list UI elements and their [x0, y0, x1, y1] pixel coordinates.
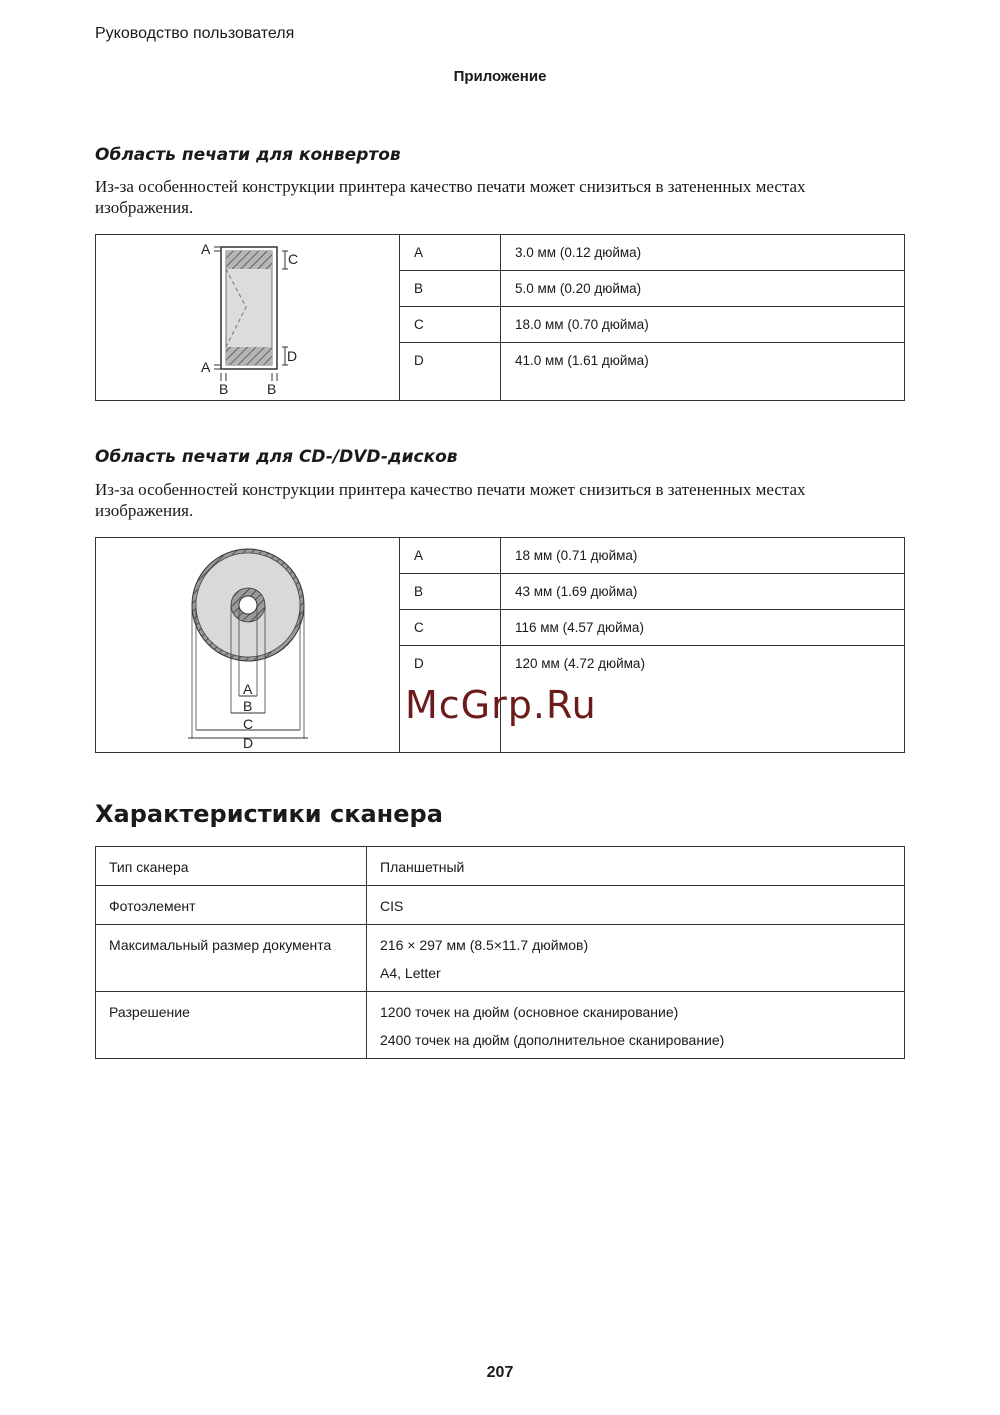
disc-key-b: B [400, 574, 501, 610]
envelope-value-b: 5.0 мм (0.20 дюйма) [501, 271, 905, 307]
envelope-value-c: 18.0 мм (0.70 дюйма) [501, 307, 905, 343]
disc-figure-cell [96, 538, 400, 753]
disc-label-b: B [243, 698, 253, 714]
section-title: Приложение [453, 68, 547, 85]
scanner-label: Тип сканера [96, 847, 367, 886]
scanner-row [96, 847, 905, 886]
scanner-label: Фотоэлемент [96, 886, 367, 925]
disc-description-line1: Из-за особенностей конструкции принтера качество печати может снизиться в затененных местах [95, 480, 806, 499]
scanner-row [96, 992, 905, 1059]
disc-key-d: D [400, 646, 501, 753]
scanner-value: 1200 точек на дюйм (основное сканирование) [380, 1004, 679, 1020]
scanner-row [96, 925, 905, 992]
envelope-label-a-bottom: A [201, 359, 211, 375]
envelope-description-line2: изображения. [95, 198, 194, 217]
scanner-value: CIS [380, 898, 404, 914]
disc-label-c: C [243, 716, 254, 732]
running-header: Руководство пользователя [95, 25, 295, 42]
envelope-label-a-top: A [201, 241, 211, 257]
scanner-value: A4, Letter [380, 965, 441, 981]
scanner-heading: Характеристики сканера [95, 800, 443, 828]
envelope-label-d: D [287, 348, 298, 364]
watermark: McGrp.Ru [405, 683, 597, 727]
envelope-bottom-hatch [226, 347, 272, 365]
disc-key-c: C [400, 610, 501, 646]
disc-value-b: 43 мм (1.69 дюйма) [501, 574, 905, 610]
envelope-label-b-right: B [267, 381, 277, 397]
scanner-row [96, 886, 905, 925]
scanner-label: Разрешение [96, 992, 367, 1059]
scanner-value: 2400 точек на дюйм (дополнительное сканирование) [380, 1032, 725, 1048]
disc-value-a: 18 мм (0.71 дюйма) [501, 538, 905, 574]
envelope-description [95, 176, 875, 218]
envelope-value-a: 3.0 мм (0.12 дюйма) [501, 235, 905, 271]
disc-heading: Область печати для CD-/DVD-дисков [95, 447, 458, 467]
disc-center-hole [239, 596, 257, 614]
envelope-top-hatch [226, 251, 272, 269]
scanner-value: 216 × 297 мм (8.5×11.7 дюймов) [380, 937, 589, 953]
envelope-value-d: 41.0 мм (1.61 дюйма) [501, 343, 905, 401]
disc-label-d: D [243, 735, 254, 751]
envelope-description-line1: Из-за особенностей конструкции принтера качество печати может снизиться в затененных местах [95, 177, 806, 196]
scanner-label: Максимальный размер документа [96, 925, 367, 992]
disc-diagram [96, 538, 399, 752]
envelope-key-a: A [400, 235, 501, 271]
disc-label-a: A [243, 681, 253, 697]
envelope-figure-cell [96, 235, 400, 401]
scanner-value: Планшетный [380, 859, 465, 875]
envelope-label-b-left: B [219, 381, 229, 397]
scanner-spec-table [95, 846, 905, 1059]
envelope-print-area-table [95, 234, 905, 401]
disc-key-a: A [400, 538, 501, 574]
disc-value-d: 120 мм (4.72 дюйма) [501, 646, 905, 753]
envelope-key-c: C [400, 307, 501, 343]
envelope-key-d: D [400, 343, 501, 401]
envelope-key-b: B [400, 271, 501, 307]
envelope-heading: Область печати для конвертов [95, 145, 401, 165]
envelope-label-c: C [288, 251, 299, 267]
disc-description [95, 479, 875, 521]
disc-description-line2: изображения. [95, 501, 194, 520]
disc-value-c: 116 мм (4.57 дюйма) [501, 610, 905, 646]
envelope-diagram [96, 235, 399, 400]
page-number: 207 [486, 1364, 514, 1381]
